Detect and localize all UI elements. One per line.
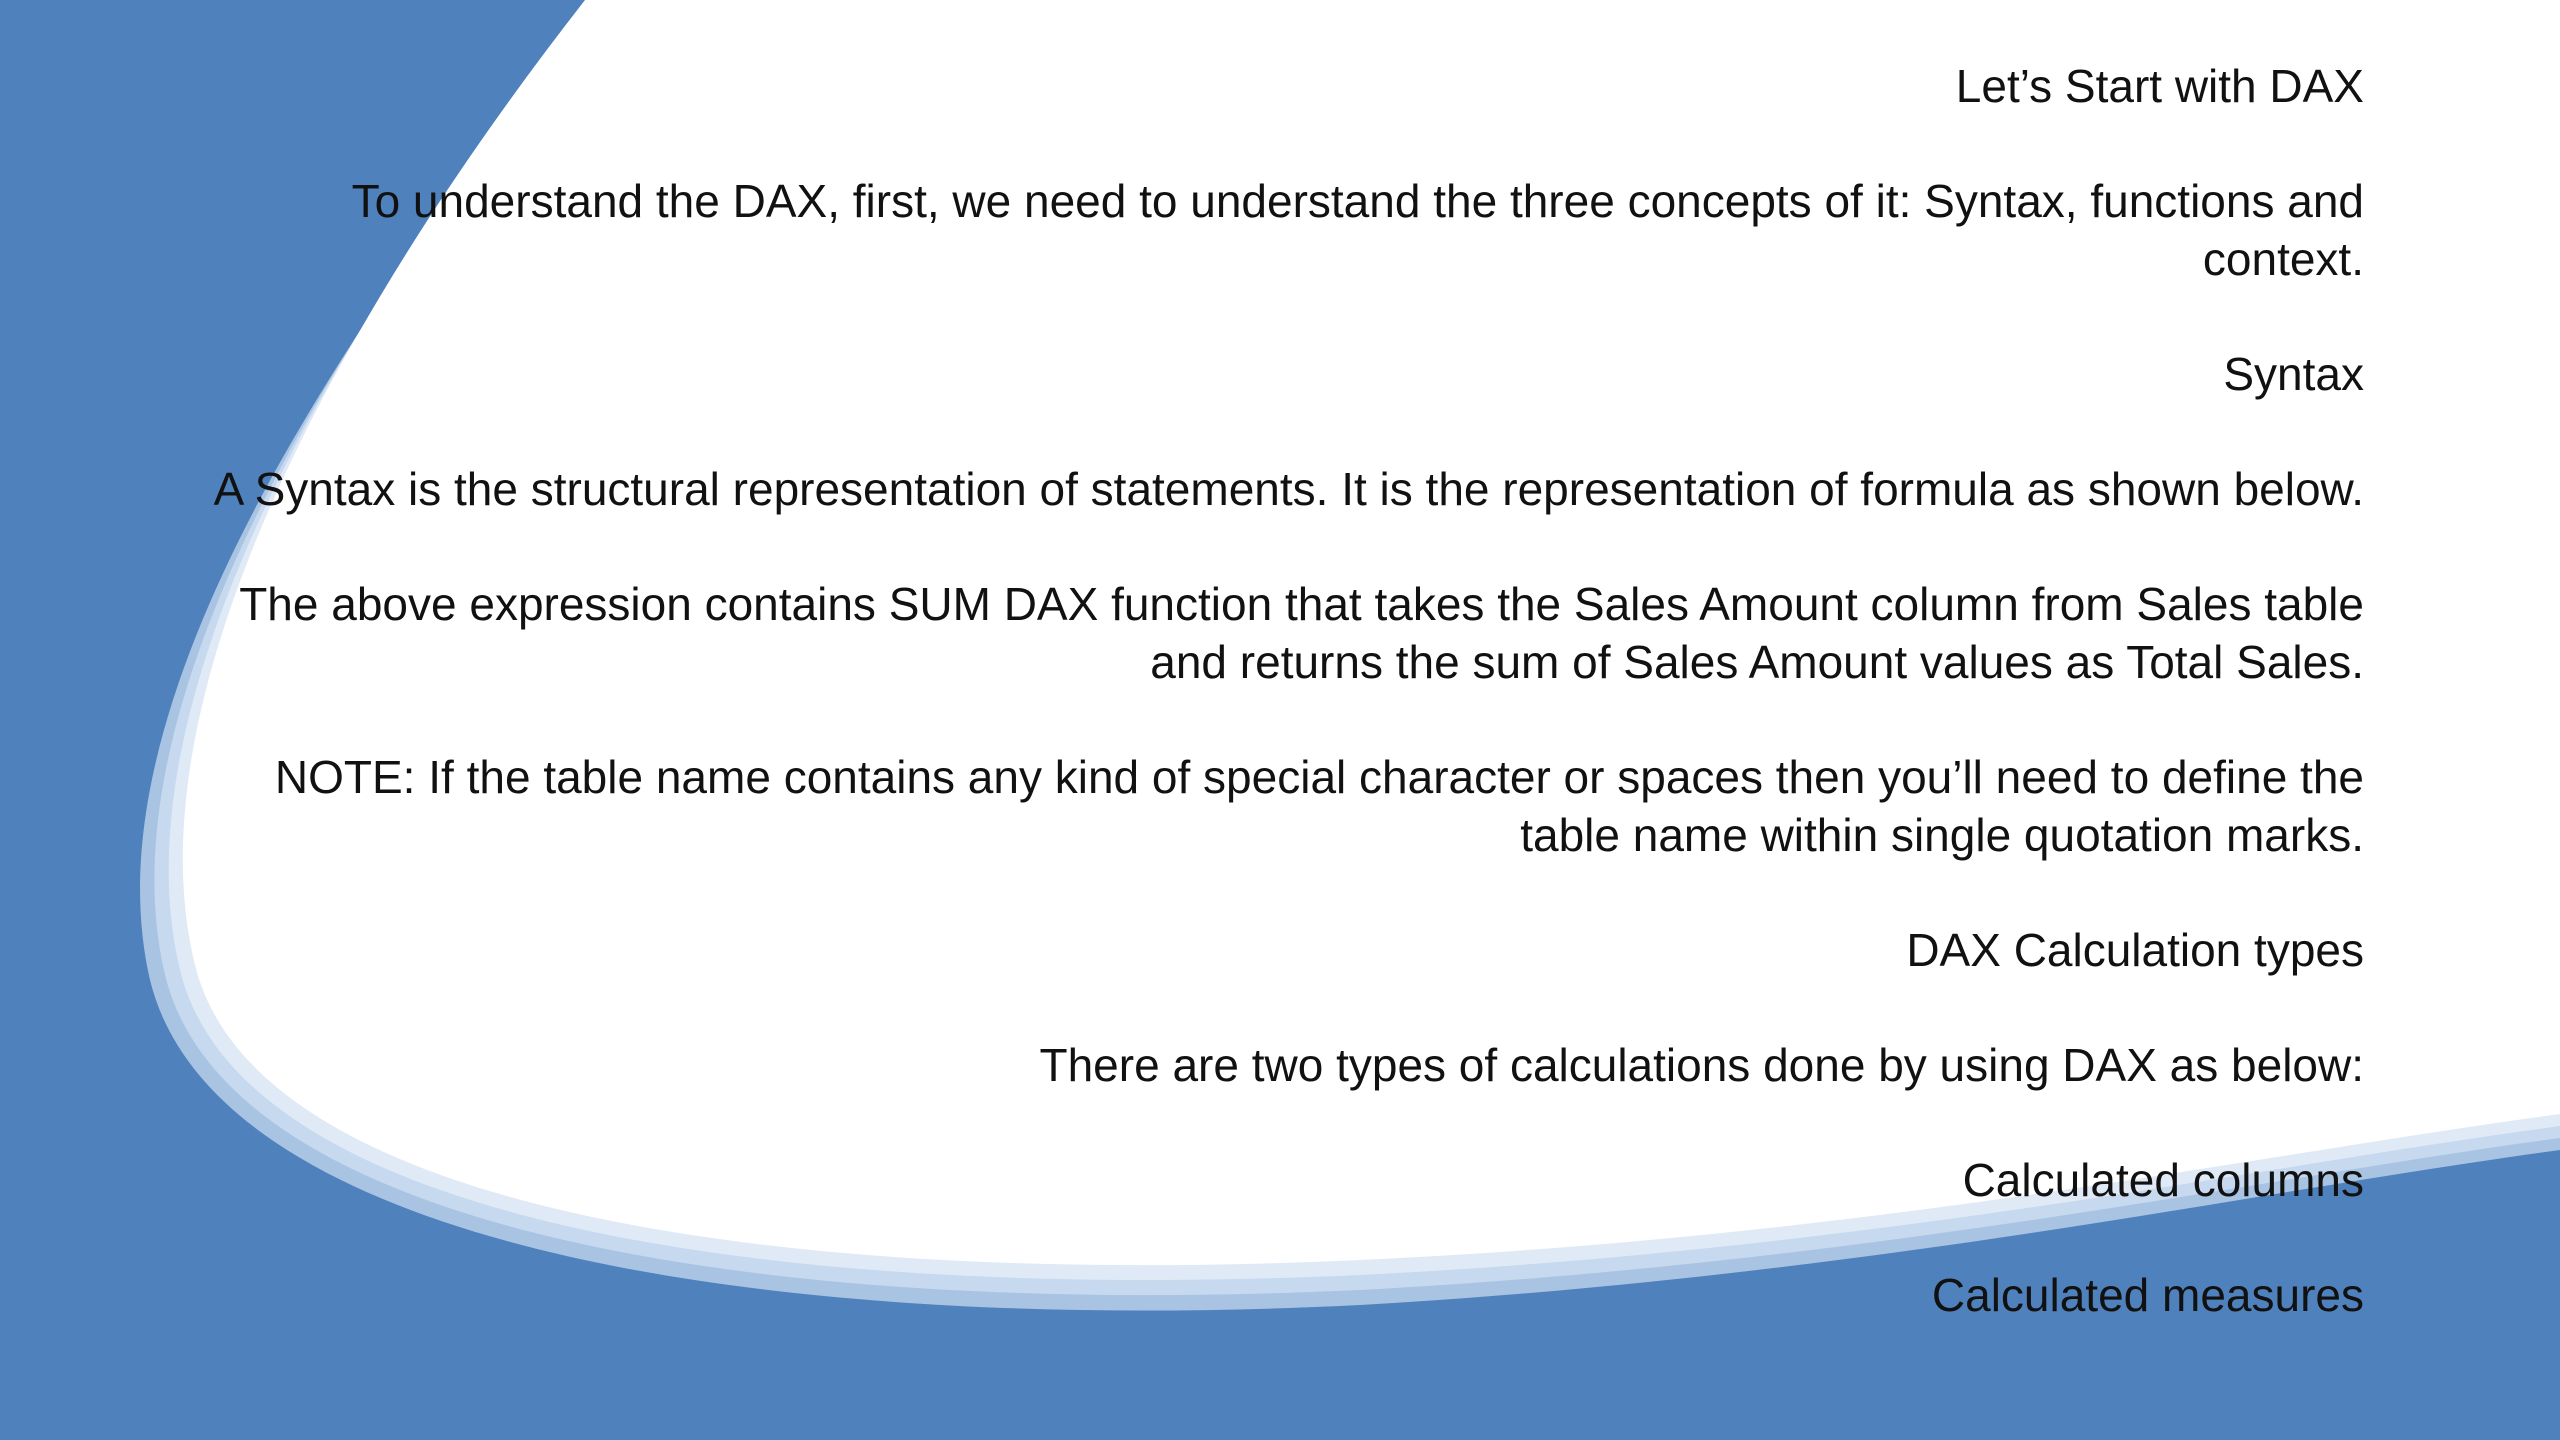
expression-paragraph: The above expression contains SUM DAX function that takes the Sales Amount column from Sales table and returns the sum of Sales Amount values as Total Sales. <box>239 578 2364 688</box>
note-paragraph: NOTE: If the table name contains any kind of special character or spaces then you’ll need to define the table name within single quotation marks. <box>274 751 2364 861</box>
calculated-measures-item: Calculated measures <box>1931 1269 2364 1322</box>
calculation-types-heading: DAX Calculation types <box>1906 923 2364 976</box>
calculation-types-paragraph: There are two types of calculations done by using DAX as below: <box>1039 1039 2364 1092</box>
slide-heading: Let’s Start with DAX <box>1955 60 2364 112</box>
calculated-columns-item: Calculated columns <box>1962 1154 2364 1207</box>
syntax-paragraph: A Syntax is the structural representation of statements. It is the representation of formula as shown below. <box>213 463 2364 516</box>
intro-paragraph: To understand the DAX, first, we need to understand the three concepts of it: Syntax, functions and context. <box>351 175 2364 285</box>
syntax-heading: Syntax <box>2223 347 2364 400</box>
slide-text <box>204 58 2364 1325</box>
